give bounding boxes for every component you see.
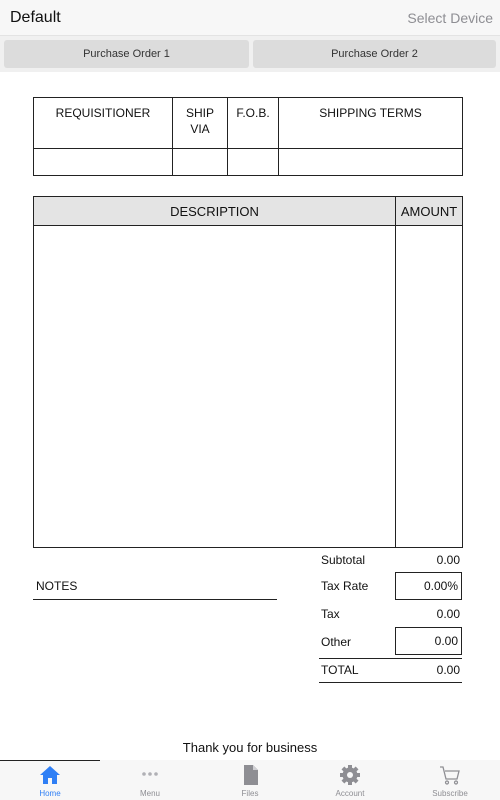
requisitioner-header: REQUISITIONER: [34, 98, 173, 149]
amount-header: AMOUNT: [396, 197, 463, 226]
other-label: Other: [321, 635, 352, 649]
thank-you-message: Thank you for business: [182, 740, 318, 755]
fob-header: F.O.B.: [228, 98, 279, 149]
notes-label: NOTES: [36, 579, 78, 593]
bottom-nav: [0, 760, 500, 800]
nav-home-label: Home: [39, 789, 61, 798]
nav-files-label: Files: [241, 789, 259, 798]
cart-icon: [438, 764, 462, 786]
total-top-divider: [319, 658, 462, 659]
tax-value: 0.00: [436, 607, 460, 621]
items-table: [33, 196, 463, 548]
nav-account[interactable]: [300, 760, 400, 800]
shipping-terms-cell[interactable]: [279, 149, 463, 176]
total-bottom-divider: [319, 682, 462, 683]
description-cell[interactable]: [34, 226, 396, 548]
home-icon: [38, 764, 62, 786]
description-header: DESCRIPTION: [34, 197, 396, 226]
total-value: 0.00: [436, 663, 460, 677]
total-label: TOTAL: [321, 663, 359, 677]
tab-purchase-order-2[interactable]: Purchase Order 2: [253, 40, 496, 68]
nav-menu[interactable]: [100, 760, 200, 800]
fob-cell[interactable]: [228, 149, 279, 176]
subtotal-value: 0.00: [436, 553, 460, 567]
tax-rate-label: Tax Rate: [321, 579, 369, 593]
subtotal-label: Subtotal: [321, 553, 366, 567]
notes-line[interactable]: [33, 599, 277, 600]
purchase-order-document: [0, 72, 500, 760]
nav-subscribe[interactable]: [400, 760, 500, 800]
nav-account-label: Account: [335, 789, 365, 798]
amount-cell[interactable]: [396, 226, 463, 548]
nav-subscribe-label: Subscribe: [432, 789, 468, 798]
dots-icon: [138, 764, 162, 786]
tab-bar: [0, 36, 500, 72]
tax-rate-input[interactable]: 0.00%: [395, 572, 462, 600]
ship-via-cell[interactable]: [173, 149, 228, 176]
tax-label: Tax: [321, 607, 340, 621]
select-device-button[interactable]: Select Device: [407, 10, 493, 26]
tab-purchase-order-1[interactable]: Purchase Order 1: [4, 40, 249, 68]
nav-home[interactable]: [0, 760, 100, 800]
ship-via-header: SHIP VIA: [173, 98, 228, 149]
top-bar: [0, 0, 500, 36]
nav-files[interactable]: [200, 760, 300, 800]
shipping-terms-header: SHIPPING TERMS: [279, 98, 463, 149]
file-icon: [238, 764, 262, 786]
shipping-table: [33, 97, 463, 176]
other-input[interactable]: 0.00: [395, 627, 462, 655]
requisitioner-cell[interactable]: [34, 149, 173, 176]
document-title: Default: [10, 9, 61, 26]
nav-menu-label: Menu: [139, 789, 160, 798]
gear-icon: [338, 764, 362, 786]
